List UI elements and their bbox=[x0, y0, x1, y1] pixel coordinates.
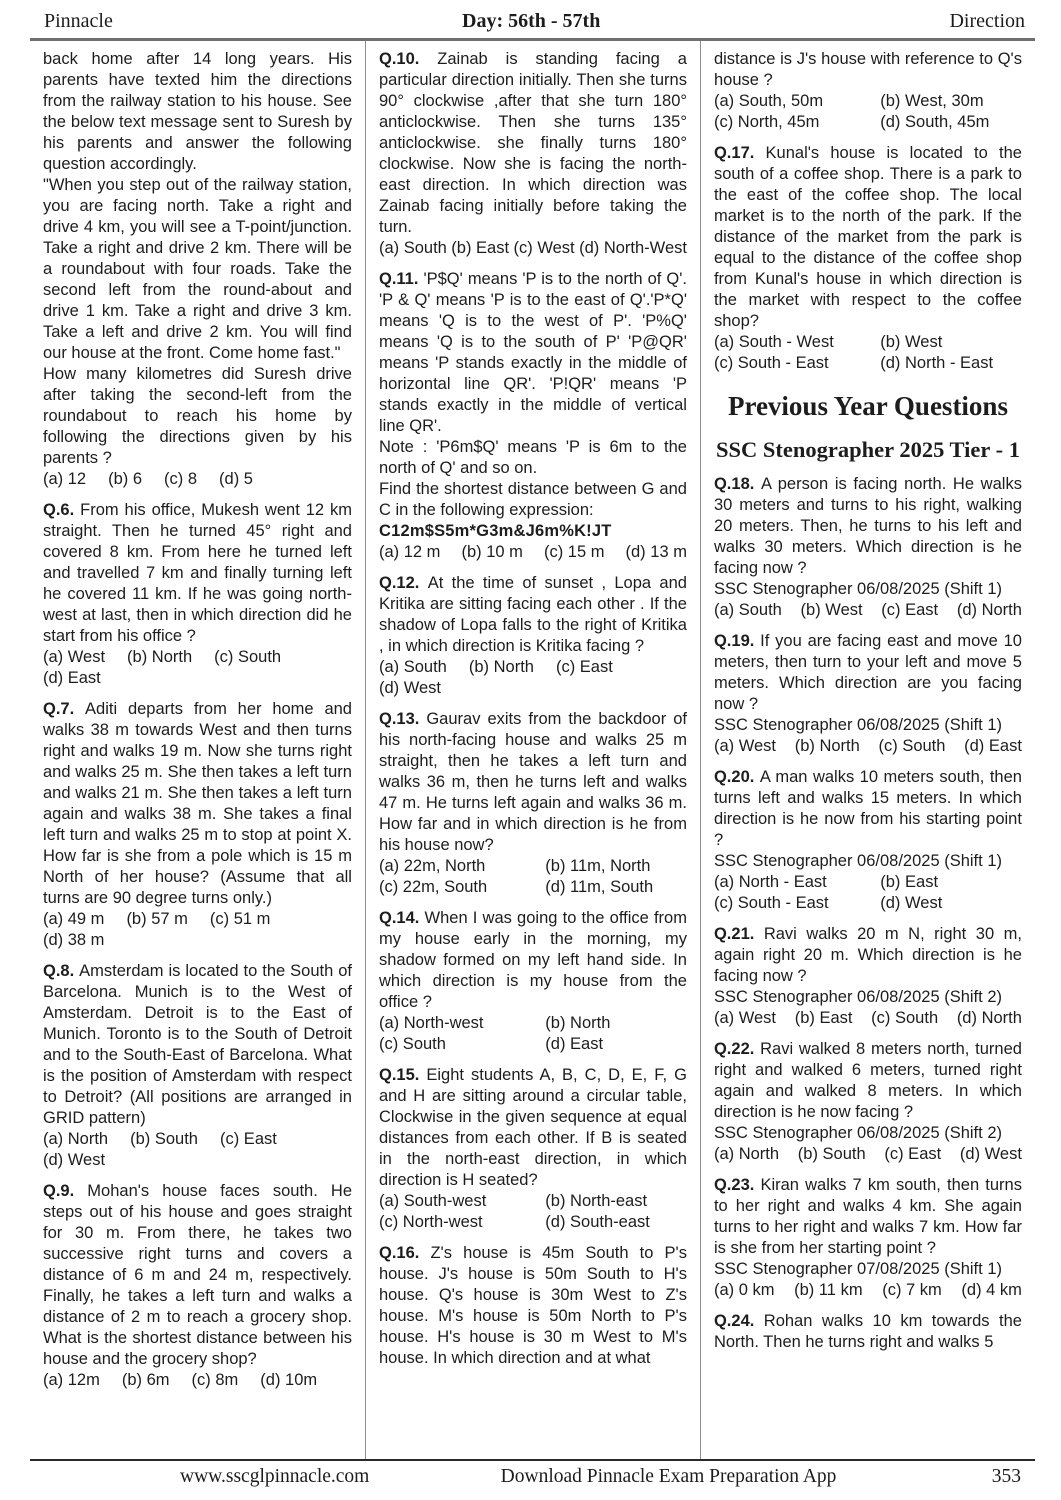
answer-option: (a) 12 m bbox=[378, 543, 441, 561]
options-row bbox=[379, 238, 687, 259]
answer-option: (c) West bbox=[513, 239, 575, 257]
question: Q.6. From his office, Mukesh went 12 km straight. Then he turned 45° right and covered 8 km. From here he turned left and travelled 7 km and finally turning left he covered 11 km. If he was going north-west at last, then in which direction did he start from his office ? bbox=[43, 501, 352, 645]
question: Q.24. Rohan walks 10 km towards the North. Then he turns right and walks 5 bbox=[713, 1312, 1022, 1351]
answer-option: (a) 12m bbox=[43, 1371, 100, 1389]
question: Q.22. Ravi walked 8 meters north, turned right and walked 6 meters, turned right again and walked 8 meters. In which direction is he now facing ? bbox=[713, 1040, 1022, 1121]
answer-option: (b) West bbox=[800, 601, 863, 619]
answer-option: (b) South bbox=[797, 1145, 866, 1163]
answer-option: (b) North bbox=[794, 737, 860, 755]
answer-option: (c) South bbox=[871, 1009, 939, 1027]
answer-option: (b) East bbox=[794, 1009, 853, 1027]
question-number: Q.8. bbox=[43, 962, 80, 980]
answer-option: (d) East bbox=[545, 1035, 604, 1053]
answer-option: (c) North-west bbox=[378, 1213, 483, 1231]
exam-heading: SSC Stenographer 2025 Tier - 1 bbox=[715, 437, 1020, 462]
answer-option: (d) 38 m bbox=[43, 931, 105, 949]
answer-option: (d) South, 45m bbox=[880, 113, 990, 131]
answer-option: (c) East bbox=[881, 601, 939, 619]
answer-option: (d) 5 bbox=[219, 470, 253, 488]
answer-option: (d) North bbox=[956, 1009, 1022, 1027]
answer-option: (b) West bbox=[880, 333, 943, 351]
exam-source: SSC Stenographer 06/08/2025 (Shift 1) bbox=[713, 580, 1002, 598]
column-3 bbox=[700, 41, 1035, 1459]
answer-option: (a) South-west bbox=[378, 1192, 487, 1210]
header-brand: Pinnacle bbox=[44, 10, 113, 32]
answer-option: (c) South bbox=[378, 1035, 446, 1053]
question-number: Q.16. bbox=[378, 1244, 431, 1262]
expression-text: C12m$S5m*G3m&J6m%K!JT bbox=[378, 522, 612, 540]
answer-option: (a) 0 km bbox=[713, 1281, 775, 1299]
answer-option: (b) 57 m bbox=[126, 910, 188, 928]
question: Q.18. A person is facing north. He walks 30 meters and turns to his right, walking 20 meters. Then, he turns to his left and walks 30 meters. Which direction is he facing now ? bbox=[713, 475, 1022, 577]
answer-option: (c) 7 km bbox=[882, 1281, 942, 1299]
header-topic: Direction bbox=[949, 10, 1025, 32]
page-footer bbox=[30, 1459, 1035, 1500]
answer-option: (d) 10m bbox=[260, 1371, 318, 1389]
answer-option: (a) 22m, North bbox=[378, 857, 486, 875]
answer-option: (d) North-West bbox=[579, 239, 687, 257]
question-text: "When you step out of the railway station, you are facing north. Take a right and drive 4 km, you will see a T-point/junction. Take a right and drive 2 km. There will be a roundabout with four roads. Take the second left from the round-about and drive 1 km. Take a right and drive 3 km. Take a left and drive 2 km. You will find our house at the front. Come home fast." bbox=[43, 176, 352, 362]
answer-option: (c) South - East bbox=[713, 894, 829, 912]
answer-option: (a) South bbox=[378, 239, 447, 257]
footer-website-link[interactable]: www.sscglpinnacle.com bbox=[180, 1466, 370, 1487]
answer-option: (c) East bbox=[555, 658, 613, 676]
answer-option: (d) West bbox=[959, 1145, 1022, 1163]
question-number: Q.12. bbox=[378, 574, 428, 592]
question-text: Find the shortest distance between G and C in the following expression: bbox=[378, 480, 687, 519]
question: Q.20. A man walks 10 meters south, then turns left and walks 15 meters. In which direction is he now from his starting point ? bbox=[713, 768, 1022, 849]
exam-source: SSC Stenographer 06/08/2025 (Shift 2) bbox=[713, 1124, 1002, 1142]
options-row bbox=[714, 1144, 1022, 1165]
question-number: Q.20. bbox=[713, 768, 760, 786]
column-1 bbox=[30, 41, 365, 1459]
question-number: Q.9. bbox=[43, 1182, 88, 1200]
question-number: Q.11. bbox=[378, 270, 424, 288]
answer-option: (d) North - East bbox=[880, 354, 994, 372]
page-header bbox=[30, 8, 1035, 33]
section-heading: Previous Year Questions bbox=[727, 391, 1008, 421]
question: Q.19. If you are facing east and move 10 meters, then turn to your left and move 5 meters. Which direction are you facing now ? bbox=[713, 632, 1022, 713]
question: Q.10. Zainab is standing facing a particular direction initially. Then she turns 90° clockwise ,after that she turn 180° anticlockwise. Then she turns 135° anticlockwise. she finally turns 180° clockwise. Now she is facing the north-east direction. In which direction was Zainab facing initially before taking the turn. bbox=[378, 50, 687, 236]
question-number: Q.24. bbox=[713, 1312, 764, 1330]
answer-option: (a) South bbox=[713, 601, 782, 619]
answer-option: (d) North bbox=[956, 601, 1022, 619]
question-number: Q.10. bbox=[378, 50, 438, 68]
answer-option: (d) East bbox=[43, 669, 101, 687]
question-number: Q.6. bbox=[43, 501, 81, 519]
answer-option: (b) 6 bbox=[108, 470, 143, 488]
question: Q.21. Ravi walks 20 m N, right 30 m, again right 20 m. Which direction is he facing now ? bbox=[713, 925, 1022, 985]
answer-option: (b) 10 m bbox=[461, 543, 523, 561]
answer-option: (d) 4 km bbox=[961, 1281, 1022, 1299]
answer-option: (a) 12 bbox=[43, 470, 87, 488]
options-row bbox=[379, 856, 687, 898]
exam-source: SSC Stenographer 06/08/2025 (Shift 1) bbox=[713, 852, 1002, 870]
question-columns bbox=[30, 41, 1035, 1459]
answer-option: (b) North bbox=[545, 1014, 611, 1032]
options-row bbox=[714, 736, 1022, 757]
options-row bbox=[714, 1280, 1022, 1301]
exam-source: SSC Stenographer 06/08/2025 (Shift 1) bbox=[713, 716, 1002, 734]
answer-option: (a) South, 50m bbox=[713, 92, 824, 110]
answer-option: (a) North-west bbox=[378, 1014, 484, 1032]
question: Q.16. Z's house is 45m South to P's house. J's house is 50m South to H's house. Q's house is 30m West to Z's house. M's house is 50m North to P's house. H's house is 30 m West to M's house. In which direction and at what bbox=[378, 1244, 687, 1367]
answer-option: (a) West bbox=[713, 1009, 777, 1027]
options-row bbox=[43, 1370, 352, 1391]
page-number: 353 bbox=[991, 1466, 1021, 1487]
question-number: Q.14. bbox=[378, 909, 425, 927]
options-row bbox=[379, 657, 687, 699]
answer-option: (d) 11m, South bbox=[545, 878, 654, 896]
answer-option: (d) 13 m bbox=[625, 543, 687, 561]
question-number: Q.19. bbox=[713, 632, 761, 650]
answer-option: (c) North, 45m bbox=[713, 113, 820, 131]
question: Q.13. Gaurav exits from the backdoor of his north-facing house and walks 25 m straight, then he takes a left turn and walks 36 m, then he turns left and walks 47 m. He turns left again and walks 36 m. How far and in which direction is he from his house now? bbox=[378, 710, 687, 854]
question: Q.12. At the time of sunset , Lopa and Kritika are sitting facing each other . If the shadow of Lopa falls to the right of Kritika , in which direction is Kritika facing ? bbox=[378, 574, 687, 655]
answer-option: (b) North-east bbox=[545, 1192, 648, 1210]
header-day-range: Day: 56th - 57th bbox=[462, 10, 601, 32]
answer-option: (a) South bbox=[378, 658, 447, 676]
question-number: Q.17. bbox=[713, 144, 766, 162]
options-row bbox=[379, 1013, 687, 1055]
question-text: Note : 'P6m$Q' means 'P is 6m to the north of Q' and so on. bbox=[378, 438, 687, 477]
options-row bbox=[379, 1191, 687, 1233]
options-row bbox=[714, 332, 1022, 374]
question-number: Q.13. bbox=[378, 710, 427, 728]
options-row bbox=[43, 647, 352, 689]
question: Q.14. When I was going to the office from my house early in the morning, my shadow formed on my left hand side. In which direction is my house from the office ? bbox=[378, 909, 687, 1011]
answer-option: (a) 49 m bbox=[43, 910, 105, 928]
answer-option: (c) 22m, South bbox=[378, 878, 488, 896]
answer-option: (c) South bbox=[878, 737, 946, 755]
question-number: Q.15. bbox=[378, 1066, 427, 1084]
answer-option: (d) West bbox=[880, 894, 943, 912]
answer-option: (a) South - West bbox=[713, 333, 834, 351]
question-number: Q.18. bbox=[713, 475, 761, 493]
answer-option: (c) 51 m bbox=[209, 910, 271, 928]
question-number: Q.21. bbox=[713, 925, 764, 943]
answer-option: (c) East bbox=[884, 1145, 942, 1163]
answer-option: (c) South - East bbox=[713, 354, 829, 372]
answer-option: (b) North bbox=[127, 648, 193, 666]
answer-option: (c) 8 bbox=[164, 470, 198, 488]
answer-option: (c) South bbox=[214, 648, 282, 666]
question-number: Q.7. bbox=[43, 700, 86, 718]
answer-option: (a) West bbox=[713, 737, 777, 755]
options-row bbox=[43, 1129, 352, 1171]
options-row bbox=[43, 909, 352, 951]
options-row bbox=[714, 872, 1022, 914]
answer-option: (c) East bbox=[219, 1130, 277, 1148]
question: Q.9. Mohan's house faces south. He steps out of his house and goes straight for 30 m. From there, he takes two successive right turns and covers a distance of 6 m and 24 m, respectively. Finally, he takes a left turn and walks a distance of 2 m to reach a grocery shop. What is the shortest distance between his house and the grocery shop? bbox=[43, 1182, 352, 1368]
answer-option: (a) North - East bbox=[713, 873, 827, 891]
answer-option: (b) 11 km bbox=[794, 1281, 863, 1299]
options-row bbox=[43, 469, 352, 490]
answer-option: (a) West bbox=[43, 648, 106, 666]
question: Q.8. Amsterdam is located to the South of Barcelona. Munich is to the West of Amsterdam. Detroit is to the East of Munich. Toronto is to the South of Detroit and to the South-East of Barcelona. What is the position of Amsterdam with respect to Detroit? (All positions are arranged in GRID pattern) bbox=[43, 962, 352, 1127]
answer-option: (d) West bbox=[378, 679, 442, 697]
answer-option: (b) 6m bbox=[121, 1371, 170, 1389]
answer-option: (b) North bbox=[468, 658, 534, 676]
answer-option: (c) 15 m bbox=[543, 543, 605, 561]
exam-source: SSC Stenographer 06/08/2025 (Shift 2) bbox=[713, 988, 1002, 1006]
question: Q.17. Kunal's house is located to the south of a coffee shop. There is a park to the east of the coffee shop. The local market is to the north of the park. If the distance of the market from the park is equal to the distance of the coffee shop from Kunal's house in which direction is the market with respect to the coffee shop? bbox=[713, 144, 1022, 330]
question-text: How many kilometres did Suresh drive after taking the second-left from the roundabout to reach his home by following the directions given by his parents ? bbox=[43, 365, 352, 467]
answer-option: (d) West bbox=[43, 1151, 106, 1169]
options-row bbox=[714, 1008, 1022, 1029]
footer-app-link[interactable]: Download Pinnacle Exam Preparation App bbox=[500, 1466, 837, 1487]
column-2 bbox=[365, 41, 700, 1459]
question-number: Q.22. bbox=[713, 1040, 761, 1058]
options-row bbox=[714, 600, 1022, 621]
answer-option: (a) North bbox=[43, 1130, 109, 1148]
question-text: distance is J's house with reference to Q's house ? bbox=[713, 50, 1022, 89]
answer-option: (d) East bbox=[964, 737, 1022, 755]
question-number: Q.23. bbox=[713, 1176, 761, 1194]
exam-source: SSC Stenographer 07/08/2025 (Shift 1) bbox=[713, 1260, 1002, 1278]
answer-option: (a) North bbox=[713, 1145, 780, 1163]
options-row bbox=[714, 91, 1022, 133]
answer-option: (d) South-east bbox=[545, 1213, 650, 1231]
answer-option: (b) South bbox=[130, 1130, 198, 1148]
question: Q.15. Eight students A, B, C, D, E, F, G and H are sitting around a circular table, Clockwise in the given sequence at equal distances from each other. If B is seated in the north-east direction, in which direction is H seated? bbox=[378, 1066, 687, 1189]
question: Q.7. Aditi departs from her home and walks 38 m towards West and then turns right and walks 19 m. Now she turns right and walks 25 m. She then takes a left turn and walks 21 m. She then takes a left turn again and walks 38 m. She takes a final left turn and walks 25 m to stop at point X. How far is she from a pole which is 15 m North of her house? (Assume that all turns are 90 degree turns only.) bbox=[43, 700, 352, 907]
question: Q.11. 'P$Q' means 'P is to the north of Q'. 'P & Q' means 'P is to the east of Q'.'P*Q' means 'Q is to the west of P'. 'P%Q' means 'Q is to the south of P' 'P@QR' means 'P stands exactly in the middle of horizontal line QR'. 'P!QR' means 'P stands exactly in the middle of vertical line QR'. bbox=[378, 270, 687, 435]
answer-option: (b) East bbox=[451, 239, 510, 257]
answer-option: (b) 11m, North bbox=[545, 857, 651, 875]
answer-option: (b) East bbox=[880, 873, 939, 891]
question: Q.23. Kiran walks 7 km south, then turns to her right and walks 4 km. She again turns to her right and walks 7 km. How far is she from her starting point ? bbox=[713, 1176, 1022, 1257]
question-text: back home after 14 long years. His parents have texted him the directions from the railway station to his house. See the below text message sent to Suresh by his parents and answer the following question accordingly. bbox=[43, 50, 352, 173]
answer-option: (c) 8m bbox=[191, 1371, 239, 1389]
options-row bbox=[379, 542, 687, 563]
answer-option: (b) West, 30m bbox=[880, 92, 984, 110]
